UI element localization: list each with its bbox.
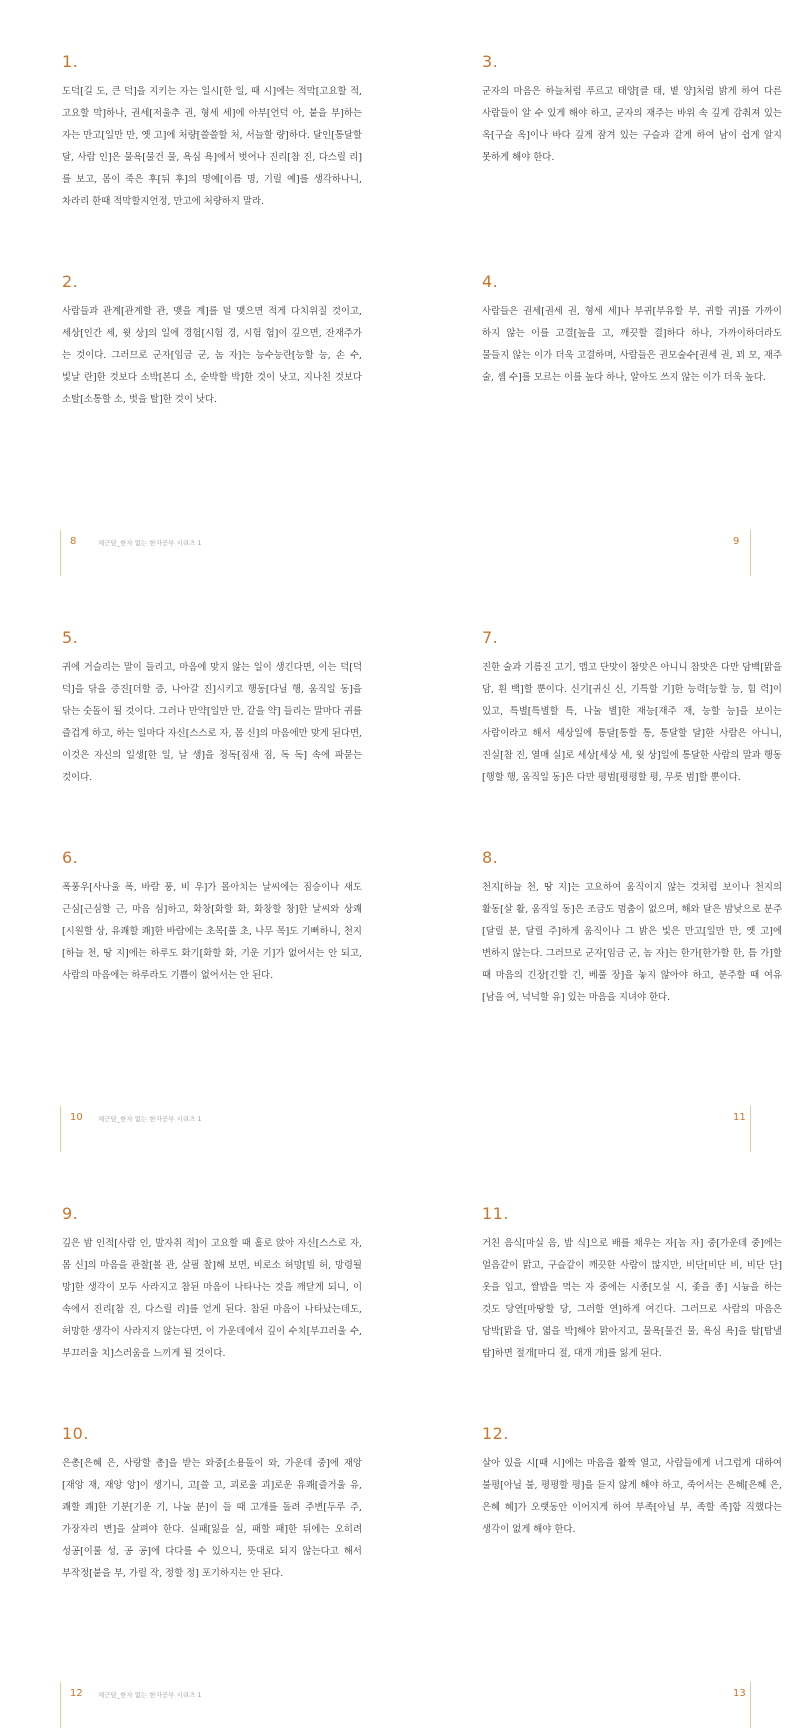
- series-title: 채근담_한자 없는 한자공부 시리즈 1: [98, 1115, 202, 1123]
- section-6: [62, 848, 362, 987]
- section-2: [62, 272, 362, 411]
- section-number: 3.: [482, 52, 499, 71]
- section-10: [62, 1424, 362, 1585]
- section-text: 거친 음식[마실 음, 밥 식]으로 배를 채우는 자[놈 자] 중[가운데 중]에는 얼음같이 맑고, 구슬같이 깨끗한 사람이 많지만, 비단[비단 비, 비단 단]옷을 입고, 쌀밥을 먹는 자 중에는 시종[모실 시, 좇을 종] 시늉을 하는 것도 당연[마땅할 당, 그러할 연]하게 여긴다. 그러므로 사람의 마음은 담박[맑을 담, 엷을 박]해야 맑아지고, 물욕[물건 물, 욕심 욕]을 탐[탐낼 탐]하면 절개[마디 절, 대개 개]를 잃게 된다.: [482, 1238, 782, 1359]
- footer-rule-right: [750, 530, 751, 576]
- section-text: 천지[하늘 천, 땅 지]는 고요하여 움직이지 않는 것처럼 보이나 천지의 활동[살 활, 움직일 동]은 조금도 멈춤이 없으며, 해와 달은 밤낮으로 분주[달릴 분, 달릴 주]하게 움직이나 그 밝은 빛은 만고[일만 만, 옛 고]에 변하지 않는다. 그러므로 군자[임금 군, 놈 자]는 한가[한가할 한, 틈 가]할 때 마음의 긴장[긴할 긴, 베풀 장]을 놓지 않아야 하고, 분주할 때 여유[남을 여, 넉넉할 유] 있는 마음을 지녀야 한다.: [482, 882, 782, 1003]
- footer-rule-left: [60, 1682, 61, 1728]
- footer-rule-left: [60, 530, 61, 576]
- page-footer: [0, 530, 810, 576]
- section-12: [482, 1424, 782, 1541]
- page-footer: [0, 1106, 810, 1152]
- section-11: [482, 1204, 782, 1365]
- section-1: [62, 52, 362, 213]
- footer-rule-right: [750, 1682, 751, 1728]
- section-text: 사람들과 관계[관계할 관, 맺을 계]를 덜 맺으면 적게 다치위질 것이고, 세상[인간 세, 윗 상]의 일에 경험[시험 경, 시험 험]이 깊으면, 잔재주가 는 것이다. 그러므로 군자[임금 군, 놈 자]는 능수능란[능할 능, 손 수, 빛날 란]한 것보다 소박[본디 소, 순박할 박]한 것이 낫고, 지나친 것보다 소탈[소통할 소, 벗을 탈]한 것이 낫다.: [62, 306, 362, 405]
- page-spread-8-9: [0, 0, 810, 576]
- section-text: 폭풍우[사나울 폭, 바람 풍, 비 우]가 몰아치는 날씨에는 짐승이나 새도 근심[근심할 근, 마음 심]하고, 화창[화할 화, 화창할 창]한 날씨와 상쾌[시원할 상, 유쾌할 쾌]한 바람에는 초목[풀 초, 나무 목]도 기뻐하니, 천지[하늘 천, 땅 지]에는 하루도 화기[화할 화, 기운 기]가 없어서는 안 되고, 사람의 마음에는 하루라도 기쁨이 없어서는 안 된다.: [62, 882, 362, 981]
- series-title: 채근담_한자 없는 한자공부 시리즈 1: [98, 1691, 202, 1699]
- section-text: 사람들은 권세[권세 권, 형세 세]나 부귀[부유할 부, 귀할 귀]를 가까이 하지 않는 이를 고결[높을 고, 깨끗할 결]하다 하나, 가까이하더라도 물들지 않는 이가 더욱 고결하며, 사람들은 권모술수[권세 권, 꾀 모, 재주 술, 셈 수]를 모르는 이를 높다 하나, 알아도 쓰지 않는 이가 더욱 높다.: [482, 306, 782, 383]
- page-number-right: 11: [733, 1112, 746, 1123]
- page-number-left: 8: [70, 536, 77, 547]
- page-spread-12-13: [0, 1152, 810, 1728]
- section-5: [62, 628, 362, 789]
- section-text: 도덕[길 도, 큰 덕]을 지키는 자는 일시[한 일, 때 시]에는 적막[고요할 적, 고요할 막]하나, 권세[저울추 권, 형세 세]에 아부[언덕 아, 붙을 부]하는 자는 만고[일만 만, 옛 고]에 처량[쓸쓸할 처, 서늘할 량]하다. 달인[통달할 달, 사람 인]은 물욕[물건 물, 욕심 욕]에서 벗어나 진리[참 진, 다스릴 리]를 보고, 몸이 죽은 후[뒤 후]의 명예[이름 명, 기릴 예]를 생각하나니, 차라리 한때 적막할지언정, 만고에 처량하지 말라.: [62, 86, 362, 207]
- page-footer: [0, 1682, 810, 1728]
- section-number: 10.: [62, 1424, 89, 1443]
- section-number: 6.: [62, 848, 79, 867]
- page-spread-10-11: [0, 576, 810, 1152]
- page-number-right: 13: [733, 1688, 746, 1699]
- footer-rule-left: [60, 1106, 61, 1152]
- section-number: 12.: [482, 1424, 509, 1443]
- section-number: 5.: [62, 628, 79, 647]
- section-7: [482, 628, 782, 789]
- section-text: 귀에 거슬리는 말이 들리고, 마음에 맞지 않는 일이 생긴다면, 이는 덕[덕 덕]을 닦을 증진[더할 증, 나아갈 진]시키고 행동[다닐 행, 움직일 동]을 닦는 숫돌이 될 것이다. 그러나 만약[일만 만, 같을 약] 들리는 말마다 귀를 즐겁게 하고, 하는 일마다 자신[스스로 자, 몸 신]의 마음에만 맞게 된다면, 이것은 자신의 일생[한 일, 날 생]을 정독[짐새 짐, 독 독] 속에 파묻는 것이다.: [62, 662, 362, 783]
- section-number: 2.: [62, 272, 79, 291]
- series-title: 채근담_한자 없는 한자공부 시리즈 1: [98, 539, 202, 547]
- section-number: 7.: [482, 628, 499, 647]
- section-text: 군자의 마음은 하늘처럼 푸르고 태양[클 태, 볕 양]처럼 밝게 하여 다른 사람들이 알 수 있게 해야 하고, 군자의 재주는 바위 속 깊게 감춰져 있는 옥[구슬 옥]이나 바다 깊게 잠겨 있는 구슬과 같게 하여 남이 쉽게 알지 못하게 해야 한다.: [482, 86, 782, 163]
- section-number: 11.: [482, 1204, 509, 1223]
- section-text: 은총[은혜 은, 사랑할 총]을 받는 와중[소용돌이 와, 가운데 중]에 재앙[재앙 재, 재앙 앙]이 생기니, 고[쓸 고, 괴로울 괴]로운 유쾌[즐거울 유, 쾌할 쾌]한 기분[기운 기, 나눌 분]이 들 때 고개를 돌려 주변[두루 주, 가장자리 변]을 살펴야 한다. 실패[잃을 실, 패할 패]한 뒤에는 오히려 성공[이룰 성, 공 공]에 다다를 수 있으니, 뜻대로 되지 않는다고 해서 부작정[붙을 부, 가릴 작, 정할 정] 포기하지는 안 된다.: [62, 1458, 362, 1579]
- section-text: 진한 술과 기름진 고기, 맵고 단맛이 참맛은 아니니 참맛은 다만 담백[맑을 담, 흰 백]할 뿐이다. 신기[귀신 신, 기특할 기]한 능력[능할 능, 힘 력]이 있고, 특별[특별할 특, 나눌 별]한 재능[재주 재, 능할 능]을 보이는 사람이라고 해서 세상일에 통달[통할 통, 통달할 달]한 사람은 아니니, 진실[참 진, 열매 실]로 세상[세상 세, 윗 상]일에 통달한 사람의 말과 행동[행할 행, 움직일 동]은 다만 평범[평평할 평, 무릇 범]할 뿐이다.: [482, 662, 782, 783]
- section-number: 9.: [62, 1204, 79, 1223]
- section-3: [482, 52, 782, 169]
- page-number-left: 12: [70, 1688, 83, 1699]
- section-number: 1.: [62, 52, 79, 71]
- page-number-left: 10: [70, 1112, 83, 1123]
- section-8: [482, 848, 782, 1009]
- page-number-right: 9: [733, 536, 740, 547]
- section-number: 4.: [482, 272, 499, 291]
- section-number: 8.: [482, 848, 499, 867]
- section-text: 살아 있을 시[때 시]에는 마음을 활짝 열고, 사람들에게 너그럽게 대하여 불평[아닐 불, 평평할 평]을 듣지 않게 해야 하고, 죽어서는 은혜[은혜 은, 은혜 혜]가 오랫동안 이어지게 하여 부족[아닐 부, 족할 족]함 직했다는 생각이 없게 해야 한다.: [482, 1458, 782, 1535]
- section-text: 깊은 밤 인적[사람 인, 발자취 적]이 고요할 때 홀로 앉아 자신[스스로 자, 몸 신]의 마음을 관찰[볼 관, 살필 찰]해 보면, 비로소 허망[빌 허, 망령될 망]한 생각이 모두 사라지고 참된 마음이 나타나는 것을 깨닫게 되니, 이 속에서 진리[참 진, 다스릴 리]를 얻게 된다. 참된 마음이 나타났는데도, 허망한 생각이 사라지지 않는다면, 이 가운데에서 깊이 수치[부끄러울 수, 부끄러울 치]스러움을 느끼게 될 것이다.: [62, 1238, 362, 1359]
- footer-rule-right: [750, 1106, 751, 1152]
- section-4: [482, 272, 782, 389]
- section-9: [62, 1204, 362, 1365]
